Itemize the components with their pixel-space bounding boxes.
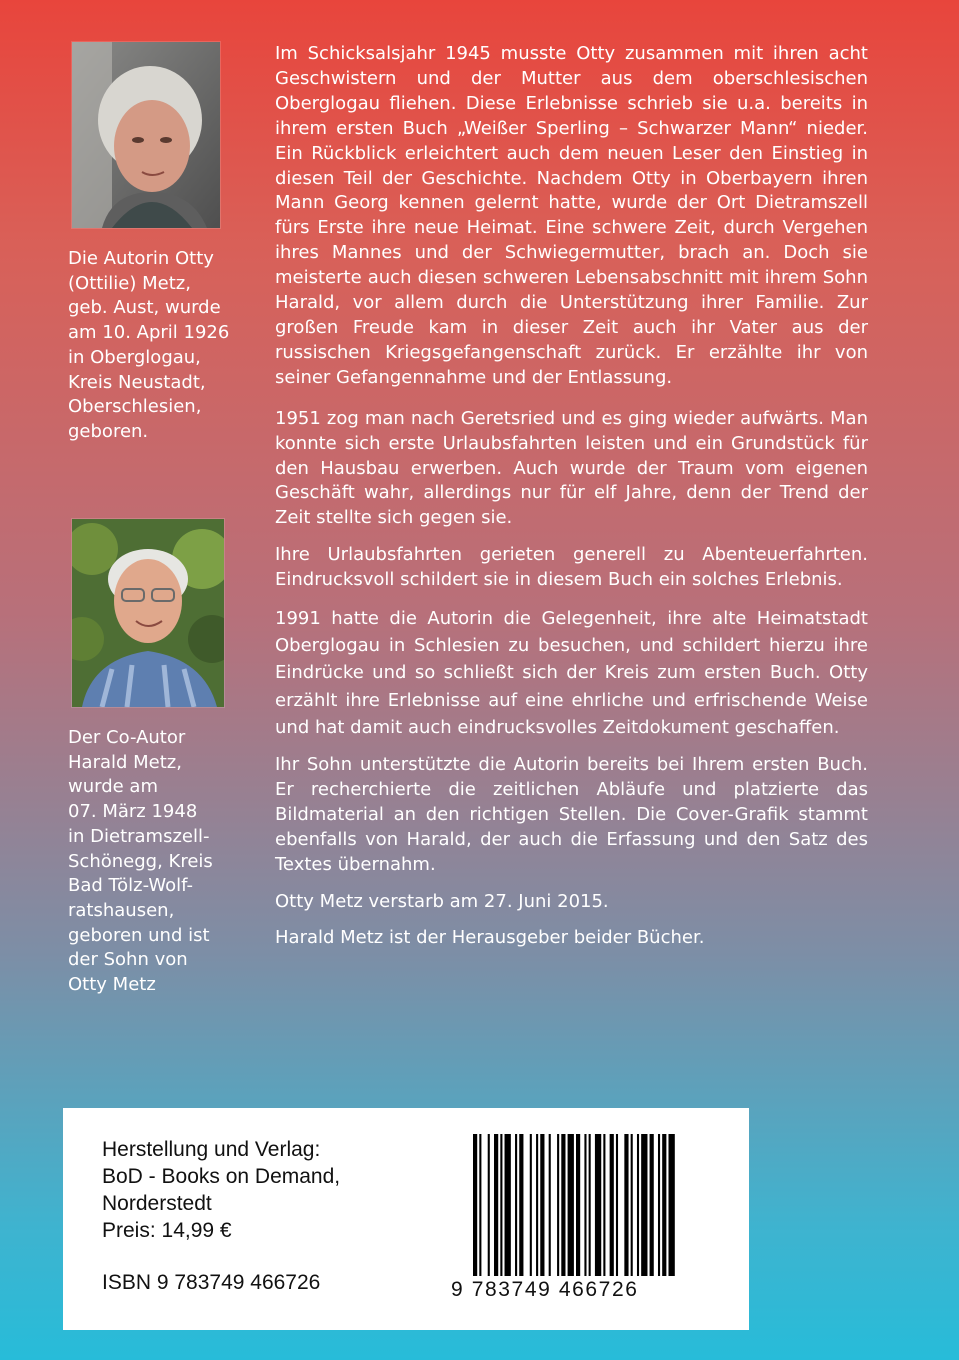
barcode-bar: [576, 1134, 580, 1276]
caption-line: Schönegg, Kreis: [68, 850, 213, 872]
barcode-bar: [603, 1134, 605, 1276]
barcode-bar: [479, 1134, 481, 1276]
barcode-bar: [500, 1134, 502, 1276]
caption-line: wurde am: [68, 776, 158, 798]
caption-line: der Sohn von: [68, 949, 188, 971]
blurb-paragraph: Ihre Urlaubsfahrten gerieten generell zu Abenteuerfahrten. Eindrucksvoll schildert sie in diesem Buch ein solches Erlebnis.: [275, 544, 868, 591]
caption-line: 07. März 1948: [68, 801, 198, 823]
author-caption: [68, 247, 248, 445]
author-photo: [72, 42, 220, 228]
barcode-bar: [519, 1134, 523, 1276]
caption-line: geb. Aust, wurde: [68, 297, 221, 319]
barcode-bar: [616, 1134, 618, 1276]
barcode-bar: [505, 1134, 511, 1276]
barcode-bar: [568, 1134, 574, 1276]
barcode-bar: [540, 1134, 544, 1276]
barcode-bar: [662, 1134, 666, 1276]
barcode-bar: [557, 1134, 559, 1276]
publisher-line: Norderstedt: [102, 1192, 212, 1215]
blurb-text: [275, 42, 868, 963]
barcode-bar: [494, 1134, 498, 1276]
coauthor-photo: [72, 519, 224, 707]
barcode-bar: [641, 1134, 647, 1276]
barcode-bar: [610, 1134, 614, 1276]
barcode-bar: [530, 1134, 532, 1276]
barcode-bar: [658, 1134, 660, 1276]
caption-line: Oberschlesien,: [68, 396, 202, 418]
caption-line: Harald Metz,: [68, 751, 182, 773]
caption-line: geboren.: [68, 420, 149, 442]
caption-line: Kreis Neustadt,: [68, 371, 206, 393]
barcode-bar: [561, 1134, 565, 1276]
isbn: ISBN 9 783749 466726: [102, 1271, 321, 1294]
imprint-box: [63, 1108, 749, 1330]
caption-line: Die Autorin Otty: [68, 248, 214, 269]
blurb-paragraph: 1951 zog man nach Geretsried und es ging wieder aufwärts. Man konnte sich erste Urlaubsfahrten leisten und ein Grundstück für den Hausbau erwerben. Auch wurde der Traum vom eigenen Geschäft wahr, allerdings nur für elf Jahre, denn der Trend der Zeit stellte sich gegen sie.: [275, 407, 868, 529]
barcode-bar: [536, 1134, 538, 1276]
blurb-paragraph: Ihr Sohn unterstützte die Autorin bereits bei Ihrem ersten Buch. Er recherchierte die zeitlichen Abläufe und platzierte das Bildmaterial an den richtigen Stellen. Die Cover-Grafik stammt ebenfalls von Harald, der auch die Erfassung und den Satz des Textes übernahm.: [275, 754, 868, 875]
barcode-bar: [549, 1134, 551, 1276]
caption-line: Bad Tölz-Wolf-: [68, 875, 193, 897]
publisher-info: [102, 1136, 422, 1244]
barcode-bar: [589, 1134, 591, 1276]
blurb-paragraph: Im Schicksalsjahr 1945 musste Otty zusammen mit ihren acht Geschwistern und der Mutter aus dem oberschlesischen Oberglogau fliehen. Diese Erlebnisse schrieb sie u.a. bereits in ihrem ersten Buch „Weißer Sperling – Schwarzer Mann“ nieder. Ein Rückblick erleichtert auch dem neuen Leser den Einstieg in diesen Teil der Geschichte. Nachdem Otty in Oberbayern ihren Mann Georg kennen gelernt hatte, wurde der Ort Dietramszell fürs Erste ihre neue Heimat. Eine schwere Zeit, durch Vergehen ihres Mannes und der Schwiegermutter, brach an. Doch sie meisterte auch diesen schweren Lebensabschnitt mit ihrem Sohn Harald, vor allem durch die Unterstützung ihrer Familie. Zur großen Freude kam in dieser Zeit auch ihr Vater aus der russischen Kriegsgefangenschaft zurück. Er erzählte ihr von seiner Gefangennahme und der Entlassung.: [275, 43, 868, 388]
barcode-bar: [624, 1134, 628, 1276]
publisher-line: BoD - Books on Demand,: [102, 1165, 341, 1188]
caption-line: Otty Metz: [68, 974, 156, 996]
barcode-bar: [488, 1134, 490, 1276]
barcode-bar: [650, 1134, 654, 1276]
caption-line: am 10. April 1926: [68, 322, 230, 344]
caption-line: in Oberglogau,: [68, 346, 201, 368]
barcode-bar: [515, 1134, 517, 1276]
barcode-bar: [637, 1134, 639, 1276]
caption-line: geboren und ist: [68, 924, 210, 946]
caption-line: (Ottilie) Metz,: [68, 272, 191, 294]
barcode-bar: [631, 1134, 633, 1276]
price: Preis: 14,99 €: [102, 1219, 232, 1242]
coauthor-caption: [68, 726, 248, 998]
publisher-line: Herstellung und Verlag:: [102, 1138, 321, 1161]
caption-line: in Dietramszell-: [68, 825, 210, 847]
barcode: [451, 1134, 681, 1306]
blurb-paragraph: 1991 hatte die Autorin die Gelegenheit, ihre alte Heimatstadt Oberglogau in Schlesien zu besuchen, und schildert hierzu ihre Eindrücke und so schließt sich der Kreis zum ersten Buch. Otty erzählt ihre Erlebnisse auf eine ehrliche und erfrischende Weise und hat damit auch eindrucksvolles Zeitdokument geschaffen.: [275, 608, 868, 738]
barcode-bar: [595, 1134, 601, 1276]
blurb-paragraph: Otty Metz verstarb am 27. Juni 2015.: [275, 890, 609, 912]
caption-line: ratshausen,: [68, 899, 175, 921]
barcode-bar: [473, 1134, 477, 1276]
barcode-bar: [584, 1134, 586, 1276]
caption-line: Der Co-Autor: [68, 727, 186, 748]
barcode-bar: [668, 1134, 674, 1276]
barcode-digits: 9 783749 466726: [451, 1278, 639, 1301]
barcode-bars: [473, 1134, 679, 1276]
blurb-paragraph: Harald Metz ist der Herausgeber beider Bücher.: [275, 927, 705, 949]
